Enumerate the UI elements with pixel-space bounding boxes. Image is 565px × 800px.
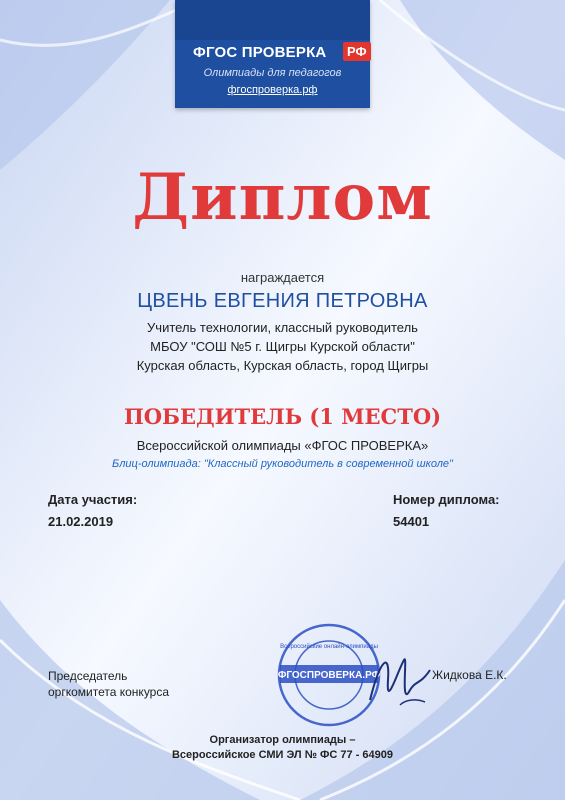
organizer-line-2: Всероссийское СМИ ЭЛ № ФС 77 - 64909 bbox=[171, 749, 393, 761]
blitz-olympiad-name: Блиц-олимпиада: "Классный руководитель в современной школе" bbox=[112, 458, 453, 470]
date-value: 21.02.2019 bbox=[48, 514, 114, 529]
diploma-title: Диплом bbox=[132, 160, 433, 235]
recipient-location: Курская область, Курская область, город Щигры bbox=[136, 358, 429, 373]
brand-url-link[interactable]: фгоспроверка.рф bbox=[227, 84, 318, 96]
stamp-ring-text: Всероссийские онлайн-олимпиады bbox=[280, 644, 378, 650]
logo-emblem-icon bbox=[175, 0, 370, 40]
signature bbox=[360, 640, 440, 720]
brand-badge bbox=[175, 0, 370, 108]
signer-name: Жидкова Е.К. bbox=[432, 668, 507, 682]
brand-name: ФГОС ПРОВЕРКА bbox=[193, 44, 327, 61]
diploma-number-label: Номер диплома: bbox=[393, 492, 500, 507]
chair-line-1: Председатель bbox=[48, 669, 128, 683]
stamp-text: ФГОСПРОВЕРКА.РФ bbox=[277, 670, 381, 681]
chair-title bbox=[48, 668, 169, 700]
brand-subtitle: Олимпиады для педагогов bbox=[203, 67, 342, 79]
organizer-line-1: Организатор олимпиады – bbox=[209, 734, 356, 746]
result-title: ПОБЕДИТЕЛЬ (1 МЕСТО) bbox=[123, 404, 442, 429]
recipient-position: Учитель технологии, классный руководитель bbox=[147, 320, 418, 335]
diploma-number-value: 54401 bbox=[393, 514, 430, 529]
chair-line-2: оргкомитета конкурса bbox=[48, 685, 170, 699]
brand-rf-badge: РФ bbox=[343, 42, 371, 61]
recipient-name: ЦВЕНЬ ЕВГЕНИЯ ПЕТРОВНА bbox=[137, 290, 428, 312]
awarded-label: награждается bbox=[240, 270, 325, 285]
date-label: Дата участия: bbox=[48, 492, 138, 507]
recipient-school: МБОУ "СОШ №5 г. Щигры Курской области" bbox=[150, 339, 415, 354]
organizer-block bbox=[0, 733, 565, 763]
olympiad-name: Всероссийской олимпиады «ФГОС ПРОВЕРКА» bbox=[136, 438, 429, 453]
